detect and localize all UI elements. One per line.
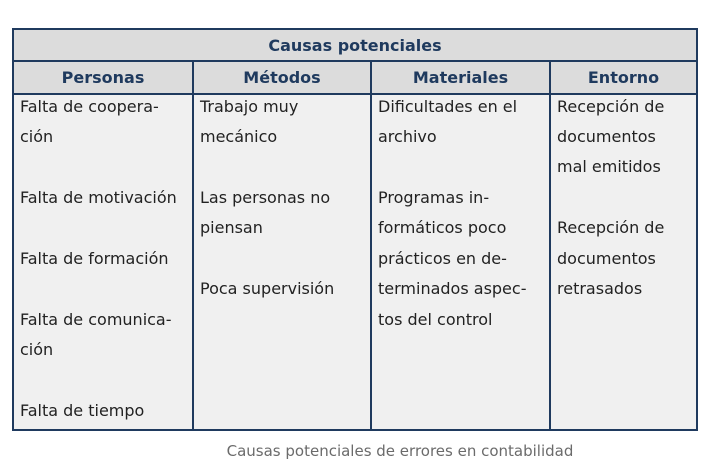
header-personas: Personas <box>61 68 145 87</box>
cell-line: Poca supervisión <box>200 279 335 298</box>
table-caption: Causas potenciales de errores en contabilidad <box>226 442 574 460</box>
cell-line: mecánico <box>200 127 278 146</box>
causes-table <box>12 28 698 431</box>
cell-line: Recepción de <box>557 218 665 237</box>
cell-line: ción <box>20 340 54 359</box>
cell-line: Falta de formación <box>20 249 169 268</box>
cell-line: Falta de tiempo <box>20 401 145 420</box>
cell-line: documentos <box>557 249 656 268</box>
cell-line: Dificultades en el <box>378 97 518 116</box>
cell-line: Las personas no <box>200 188 331 207</box>
cell-line: piensan <box>200 218 263 237</box>
column-divider <box>192 62 194 429</box>
cell-line: Falta de comunica- <box>20 310 172 329</box>
column-divider <box>549 62 551 429</box>
cell-line: Falta de motivación <box>20 188 177 207</box>
cell-line: retrasados <box>557 279 643 298</box>
cell-line: documentos <box>557 127 656 146</box>
cell-line: ción <box>20 127 54 146</box>
cell-line: mal emitidos <box>557 157 661 176</box>
cell-line: Trabajo muy <box>200 97 299 116</box>
column-divider <box>370 62 372 429</box>
table-body-row <box>14 95 696 429</box>
column-personas <box>14 95 192 429</box>
cell-line: archivo <box>378 127 437 146</box>
cell-line: Recepción de <box>557 97 665 116</box>
header-entorno: Entorno <box>587 68 660 87</box>
column-metodos <box>194 95 370 429</box>
header-materiales: Materiales <box>412 68 509 87</box>
header-metodos: Métodos <box>243 68 321 87</box>
cell-line: prácticos en de- <box>378 249 507 268</box>
cell-line: Falta de coopera- <box>20 97 159 116</box>
cell-line: formáticos poco <box>378 218 507 237</box>
column-materiales <box>372 95 549 429</box>
table-title: Causas potenciales <box>14 30 696 62</box>
column-entorno <box>551 95 696 429</box>
cell-line: tos del control <box>378 310 493 329</box>
cell-line: Programas in- <box>378 188 490 207</box>
table-header-row <box>14 62 696 95</box>
cell-line: terminados aspec- <box>378 279 527 298</box>
